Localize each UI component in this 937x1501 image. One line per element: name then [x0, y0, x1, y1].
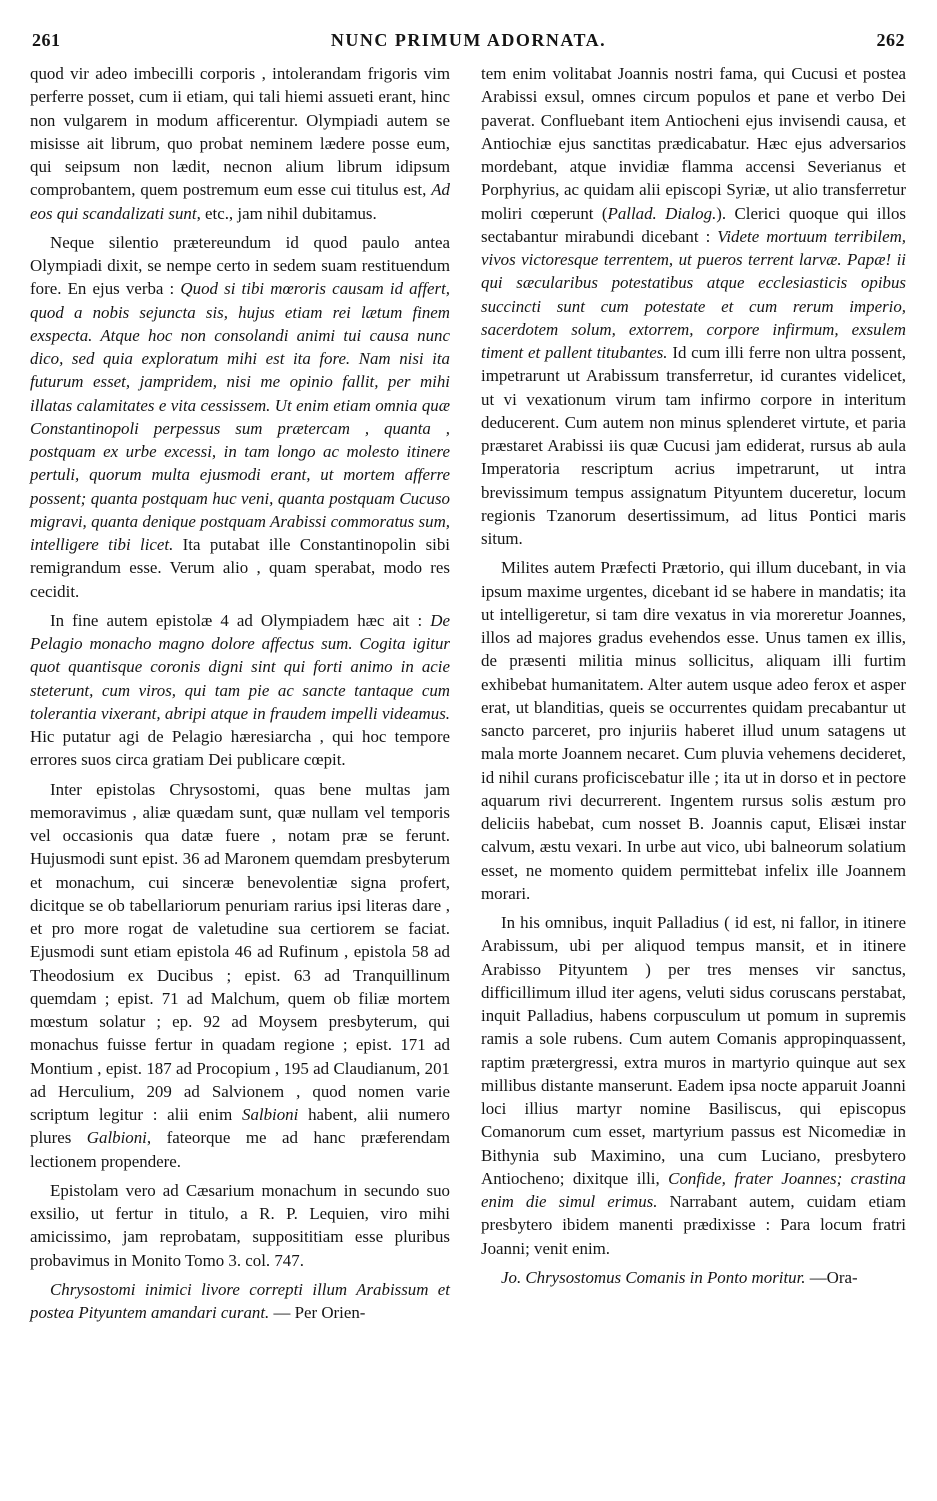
italic-text: Videte mortuum terribilem, vivos victoresque terrentem, ut pueros terrent larvæ. Papæ! ii qui sæcularibus potestatibus atque ecclesiasticis opibus succincti sunt cum potestate et cum rerum imperio, sacerdotem solum, extorrem, corpore infirmum, exsulem timent et pallent titubantes.	[481, 226, 906, 362]
text-run: , etc., jam nihil dubitamus.	[196, 203, 377, 223]
running-header	[30, 30, 907, 58]
text-run: Hic putatur agi de Pelagio hæresiarcha , qui hoc tempore errores suos circa gratiam Dei publicare cœpit.	[30, 727, 450, 770]
text-run: Neque silentio prætereundum id quod paulo antea Olympiadi dixit, se nempe certo in sedem suam restituendum fore. En ejus verba :	[30, 232, 450, 299]
paragraph	[30, 1278, 450, 1325]
text-run: ). Clerici quoque qui illos sectabantur mirabundi dicebant :	[481, 203, 906, 246]
italic-text: Quod si tibi mœroris causam id affert, quod a nobis sejuncta sis, hujus etiam rei lætum finem exspecta. Atque hoc non consolandi animi tui causa nunc dico, sed quia exploratum mihi est ita fore. Nam nisi ita futurum esset, jampridem, nisi me opinio fallit, per mihi illatas calamitates e vita cessissem. Ut enim etiam omnia quæ Constantinopoli perpessus sum prætercam , quanta , postquam ex urbe excessi, in tam longo ac molesto itinere pertuli, quorum multa ejusmodi erant, ut mortem afferre possent; quanta postquam huc veni, quanta postquam Cucuso migravi, quanta denique postquam Arabissi commoratus sum, intelligere tibi licet.	[30, 279, 450, 554]
italic-text: Jo. Chrysostomus Comanis in Ponto moritur.	[501, 1267, 806, 1287]
italic-text: Galbioni	[86, 1128, 147, 1148]
text-run: In his omnibus, inquit Palladius ( id est, ni fallor, in itinere Arabissum, ubi per aliquod tempus mansit, et in itinere Arabisso Pityuntem ) per tres menses vir sanctus, difficillimum illud iter agens, veluti sidus coruscans perstabat, inquit Palladius, habens corpusculum ut pomum in supremis ramis a sole rubens. Cum autem Comanis appropinquassent, raptim prætergressi, extra muros in martyrio quinque aut sex millibus distante manserunt. Eadem ipsa nocte apparuit Joanni loci illius martyr nomine Basiliscus, qui episcopus Comanorum cum esset, martyrium passus est Nicomediæ in Bithynia sub Maximino, una cum Luciano, presbytero Antiocheno; dixitque illi,	[481, 913, 906, 1188]
text-run: —Ora-	[805, 1267, 858, 1287]
italic-text: Salbioni	[242, 1105, 299, 1124]
paragraph	[481, 1266, 906, 1289]
text-run: — Per Orien-	[269, 1303, 366, 1322]
text-run: Inter epistolas Chrysostomi, quas bene multas jam memoravimus , aliæ quædam sunt, quæ nullam vel temporis vel occasionis qua datæ fuere , notam præ se ferunt. Hujusmodi sunt epist. 36 ad Maronem quemdam presbyterum et monachum, cui sinceræ benevolentiæ signa profert, dicitque se ob tabellariorum penuriam rarius ipsi literas dare , et pro more rogat de valetudine sua certiorem se faciat. Ejusmodi sunt etiam epistola 46 ad Rufinum , epistola 58 ad Theodosium ex Ducibus ; epist. 63 ad Tranquillinum quemdam ; epist. 71 ad Malchum, quem ob filiæ mortem mœstum solatur ; ep. 92 ad Moysem presbyterum, qui monachus fuisse fertur in quadam regione ; epist. 171 ad Montium , epist. 187 ad Procopium , 195 ad Claudianum, 201 ad Herculium, 209 ad Salvionem , quod nomen varie scriptum legitur : alii enim	[30, 779, 450, 1124]
page-number-right: 262	[876, 30, 905, 50]
paragraph	[30, 778, 450, 1173]
paragraph	[30, 231, 450, 603]
right-column	[481, 62, 906, 1289]
paragraph	[30, 62, 450, 225]
text-run: Epistolam vero ad Cæsarium monachum in secundo suo exsilio, ut fertur in titulo, a R. P. Lequien, viro mihi amicissimo, jam reprobatam, supposititiam esse pluribus probavimus in Monito Tomo 3. col. 747.	[30, 1180, 450, 1270]
paragraph	[30, 1179, 450, 1272]
text-run: Ita putabat ille Constantinopolin sibi remigrandum esse. Verum alio , quam sperabat, modo res cecidit.	[30, 535, 450, 601]
paragraph	[481, 62, 906, 550]
italic-text: Ad eos qui scandalizati sunt	[30, 180, 450, 223]
text-run: , fateorque me ad hanc præferendam lectionem propendere.	[30, 1128, 450, 1171]
text-run: habent, alii numero plures	[30, 1105, 450, 1148]
paragraph	[30, 609, 450, 772]
paragraph	[481, 911, 906, 1260]
italic-text: Pallad. Dialog.	[607, 203, 717, 223]
paragraph	[481, 556, 906, 905]
page-number-left: 261	[32, 30, 61, 50]
left-column	[30, 62, 450, 1324]
text-run: Milites autem Præfecti Prætorio, qui illum ducebant, in via ipsum maxime urgentes, dicebant id se habere in mandatis; ita ut intelligeretur, si tam dire vexatus in via moreretur Joannes, illos ad majores gradus evehendos esse. Unus tamen ex illis, de præsenti militia minus sollicitus, aliquam illi furtim exhibebat humanitatem. Alter autem usque adeo ferox et asper erat, ut blanditias, queis se occurrentes quidam precabantur ut sancto parceret, pro injuriis haberet illud unum satagens ut mala morte Joannem necaret. Cum pluvia vehemens decideret, id nihil curans proficiscebatur ille ; ita ut in dorso et in pectore aquarum rivi decurrerent. Ingentem rursus solis æstum pro deliciis habebat, cum nosset B. Joannis caput, Elisæi instar calvum, æstu vexari. In urbe aut vico, ubi balneorum solatium esset, ne momento quidem permittebat infelix ille Joannem morari.	[481, 558, 906, 903]
text-run: Id cum illi ferre non ultra possent, impetrarunt ut Arabissum transferretur, id curantes videlicet, ut vi vexationum virum tam infirmo corpore in interitum deducerent. Cum autem non minus splenderet virtute, et paria præstaret Arabissi iis quæ Cucusi jam ediderat, rursus ab aula Imperatoria rescriptum acrius impetrarunt, ut intra brevissimum tempus assignatum Pityuntem duceretur, locum regionis Tzanorum desertissimum, ad litus Pontici maris situm.	[481, 343, 906, 548]
text-run: tem enim volitabat Joannis nostri fama, qui Cucusi et postea Arabissi exsul, omnes circum populos et pane et verbo Dei paverat. Confluebant item Antiocheni ejus invisendi causa, et Antiochiæ ejus sanctitas prædicabatur. Hæc ejus adversarios mordebant, atque invidiæ flamma accensi Severianus et Porphyrius, ac quidam alii episcopi Syriæ, ut alio transferretur moliri cœperunt (	[481, 64, 906, 223]
italic-text: Chrysostomi inimici livore correpti illum Arabissum et postea Pityuntem amandari curant.	[30, 1279, 450, 1322]
text-run: In fine autem epistolæ 4 ad Olympiadem hæc ait :	[50, 610, 431, 630]
text-run: quod vir adeo imbecilli corporis , intolerandam frigoris vim perferre posset, cum ii etiam, qui tali hiemi assueti erant, hinc non vulgarem in modum afficerentur. Olympiadi autem se misisse ait librum, quo probat neminem lædere posse eum, qui seipsum non lædit, necnon alium librum idipsum comprobantem, quem postremum eum esse cui titulus est,	[30, 64, 450, 200]
italic-text: De Pelagio monacho magno dolore affectus sum. Cogita igitur quot quantisque coronis digni sint qui forti animo in acie steterunt, cum viros, qui tam pie ac sancte tantaque cum tolerantia vixerant, abripi atque in fraudem impelli videamus.	[30, 610, 450, 723]
running-title: NUNC PRIMUM ADORNATA.	[330, 30, 607, 50]
italic-text: Confide, frater Joannes; crastina enim die simul erimus.	[481, 1168, 907, 1211]
text-run: Narrabant autem, cuidam etiam presbytero ibidem manenti prædixisse : Para locum fratri Joanni; venit enim.	[481, 1192, 906, 1258]
